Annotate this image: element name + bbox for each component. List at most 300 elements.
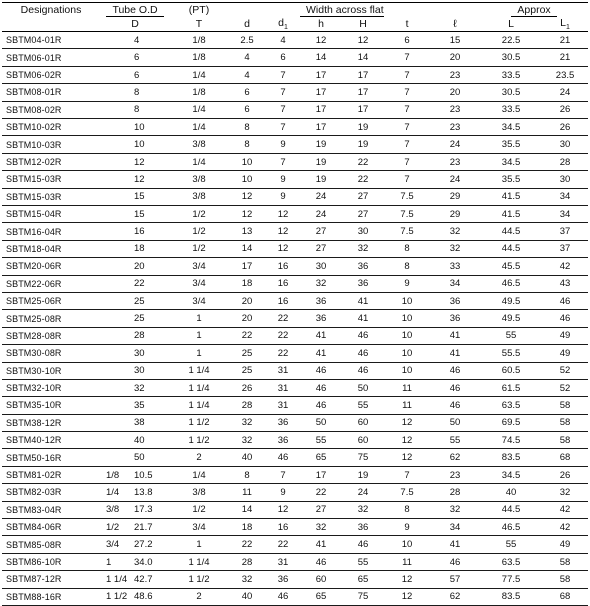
H-cell: 36: [342, 258, 384, 275]
L-cell: 83.5: [480, 449, 542, 466]
d-cell: 12: [228, 206, 266, 223]
d-cell: 6: [228, 101, 266, 118]
t-cell: 7: [384, 49, 430, 66]
tube-od-inch-cell: [100, 292, 132, 309]
L-cell: 34.5: [480, 119, 542, 136]
thread-size-cell: 1/2: [170, 223, 228, 240]
L1-cell: 49: [542, 345, 588, 362]
L-cell: 55: [480, 536, 542, 553]
l-cell: 50: [430, 414, 480, 431]
tube-od-cell: 34.0: [132, 553, 170, 570]
tube-od-cell: 32: [132, 379, 170, 396]
l-cell: 32: [430, 240, 480, 257]
H-cell: 22: [342, 171, 384, 188]
header-L: L: [480, 17, 542, 32]
t-cell: 11: [384, 379, 430, 396]
thread-size-cell: 1/8: [170, 84, 228, 101]
H-cell: 24: [342, 484, 384, 501]
d1-cell: 31: [266, 397, 300, 414]
h-cell: 12: [300, 32, 342, 49]
l-cell: 29: [430, 188, 480, 205]
table-row: [2, 240, 588, 257]
t-cell: 7: [384, 84, 430, 101]
H-cell: 14: [342, 49, 384, 66]
header-L1: $L_1$: [542, 17, 588, 32]
thread-size-cell: 3/4: [170, 258, 228, 275]
L1-cell: 58: [542, 414, 588, 431]
H-cell: 36: [342, 519, 384, 536]
H-cell: 17: [342, 84, 384, 101]
table-row: [2, 84, 588, 101]
table-row: [2, 432, 588, 449]
tube-od-inch-cell: [100, 362, 132, 379]
h-cell: 36: [300, 292, 342, 309]
d1-cell: 31: [266, 379, 300, 396]
l-cell: 20: [430, 84, 480, 101]
H-cell: 60: [342, 432, 384, 449]
tube-od-inch-cell: 1 1/4: [100, 571, 132, 588]
table-row: [2, 571, 588, 588]
d1-cell: 12: [266, 501, 300, 518]
designation-cell: SBTM10-02R: [2, 119, 100, 136]
d-cell: 40: [228, 449, 266, 466]
L-cell: 63.5: [480, 397, 542, 414]
tube-od-cell: 40: [132, 432, 170, 449]
L1-cell: 46: [542, 292, 588, 309]
d1-cell: 9: [266, 171, 300, 188]
t-cell: 12: [384, 414, 430, 431]
l-cell: 46: [430, 362, 480, 379]
L1-cell: 68: [542, 588, 588, 605]
designation-cell: SBTM88-16R: [2, 588, 100, 605]
tube-od-cell: 48.6: [132, 588, 170, 605]
d1-cell: 7: [266, 84, 300, 101]
l-cell: 23: [430, 119, 480, 136]
tube-od-inch-cell: [100, 275, 132, 292]
table-row: [2, 553, 588, 570]
thread-size-cell: 3/4: [170, 292, 228, 309]
t-cell: 10: [384, 327, 430, 344]
tube-od-inch-cell: [100, 258, 132, 275]
d1-cell: 22: [266, 310, 300, 327]
thread-size-cell: 1: [170, 345, 228, 362]
tube-od-cell: 10.5: [132, 466, 170, 483]
d1-cell: 9: [266, 484, 300, 501]
L-cell: 34.5: [480, 466, 542, 483]
L1-cell: 58: [542, 571, 588, 588]
L1-cell: 37: [542, 240, 588, 257]
table-row: [2, 327, 588, 344]
thread-size-cell: 1/4: [170, 466, 228, 483]
d-cell: 25: [228, 362, 266, 379]
l-cell: 34: [430, 275, 480, 292]
L-cell: 44.5: [480, 501, 542, 518]
table-row: [2, 66, 588, 83]
L-cell: 33.5: [480, 66, 542, 83]
d-cell: 17: [228, 258, 266, 275]
tube-od-cell: 22: [132, 275, 170, 292]
thread-size-cell: 1 1/2: [170, 571, 228, 588]
l-cell: 24: [430, 136, 480, 153]
L-cell: 74.5: [480, 432, 542, 449]
tube-od-inch-cell: [100, 101, 132, 118]
t-cell: 12: [384, 449, 430, 466]
d1-cell: 22: [266, 345, 300, 362]
thread-size-cell: 1 1/2: [170, 432, 228, 449]
h-cell: 17: [300, 84, 342, 101]
l-cell: 23: [430, 101, 480, 118]
L-cell: 46.5: [480, 519, 542, 536]
tube-od-inch-cell: [100, 188, 132, 205]
thread-size-cell: 3/4: [170, 519, 228, 536]
h-cell: 46: [300, 362, 342, 379]
L1-cell: 34: [542, 188, 588, 205]
L-cell: 44.5: [480, 223, 542, 240]
tube-od-inch-cell: [100, 414, 132, 431]
tube-od-inch-cell: 1/4: [100, 484, 132, 501]
h-cell: 19: [300, 136, 342, 153]
l-cell: 41: [430, 327, 480, 344]
designation-cell: SBTM04-01R: [2, 32, 100, 49]
H-cell: 46: [342, 362, 384, 379]
tube-od-cell: 16: [132, 223, 170, 240]
d1-cell: 16: [266, 519, 300, 536]
H-cell: 75: [342, 588, 384, 605]
tube-od-inch-cell: [100, 240, 132, 257]
table-row: [2, 171, 588, 188]
d-cell: 32: [228, 432, 266, 449]
t-cell: 7: [384, 66, 430, 83]
tube-od-cell: 30: [132, 345, 170, 362]
designation-cell: SBTM20-06R: [2, 258, 100, 275]
tube-od-inch-cell: [100, 379, 132, 396]
h-cell: 60: [300, 571, 342, 588]
t-cell: 10: [384, 292, 430, 309]
tube-od-cell: 42.7: [132, 571, 170, 588]
tube-od-cell: 4: [132, 32, 170, 49]
H-cell: 32: [342, 501, 384, 518]
t-cell: 7.5: [384, 206, 430, 223]
table-row: [2, 501, 588, 518]
thread-size-cell: 3/8: [170, 136, 228, 153]
designation-cell: SBTM08-01R: [2, 84, 100, 101]
designation-cell: SBTM30-08R: [2, 345, 100, 362]
L1-cell: 37: [542, 223, 588, 240]
d1-cell: 9: [266, 188, 300, 205]
designation-cell: SBTM40-12R: [2, 432, 100, 449]
tube-od-inch-cell: [100, 310, 132, 327]
h-cell: 36: [300, 310, 342, 327]
h-cell: 65: [300, 588, 342, 605]
d1-cell: 36: [266, 414, 300, 431]
d-cell: 32: [228, 571, 266, 588]
L-cell: 35.5: [480, 136, 542, 153]
L-cell: 49.5: [480, 292, 542, 309]
header-h-small: h: [300, 17, 342, 32]
l-cell: 62: [430, 588, 480, 605]
thread-size-cell: 1 1/4: [170, 379, 228, 396]
table-row: [2, 188, 588, 205]
L1-cell: 42: [542, 258, 588, 275]
t-cell: 10: [384, 362, 430, 379]
t-cell: 8: [384, 258, 430, 275]
thread-size-cell: 1/8: [170, 49, 228, 66]
tube-od-inch-cell: [100, 32, 132, 49]
t-cell: 7.5: [384, 188, 430, 205]
L-cell: 45.5: [480, 258, 542, 275]
t-cell: 7.5: [384, 484, 430, 501]
tube-od-inch-cell: 1: [100, 553, 132, 570]
tube-od-cell: 13.8: [132, 484, 170, 501]
table-row: [2, 49, 588, 66]
tube-od-cell: 17.3: [132, 501, 170, 518]
l-cell: 46: [430, 397, 480, 414]
table-row: [2, 536, 588, 553]
t-cell: 10: [384, 345, 430, 362]
designation-cell: SBTM85-08R: [2, 536, 100, 553]
table-row: [2, 449, 588, 466]
t-cell: 7: [384, 153, 430, 170]
L1-cell: 68: [542, 449, 588, 466]
h-cell: 32: [300, 519, 342, 536]
l-cell: 23: [430, 66, 480, 83]
header-tube-od: Tube O.D: [100, 3, 170, 18]
L-cell: 60.5: [480, 362, 542, 379]
designation-cell: SBTM38-12R: [2, 414, 100, 431]
table-row: [2, 397, 588, 414]
table-row: [2, 292, 588, 309]
d1-cell: 46: [266, 449, 300, 466]
H-cell: 17: [342, 66, 384, 83]
tube-od-cell: 6: [132, 66, 170, 83]
table-row: [2, 345, 588, 362]
designation-cell: SBTM25-06R: [2, 292, 100, 309]
header-h-large: H: [342, 17, 384, 32]
d-cell: 8: [228, 136, 266, 153]
designation-cell: SBTM28-08R: [2, 327, 100, 344]
tube-od-inch-cell: [100, 66, 132, 83]
d-cell: 32: [228, 414, 266, 431]
designation-cell: SBTM50-16R: [2, 449, 100, 466]
header-d1: $d_1$: [266, 17, 300, 32]
h-cell: 41: [300, 536, 342, 553]
L-cell: 30.5: [480, 49, 542, 66]
h-cell: 24: [300, 188, 342, 205]
header-row-top: [2, 3, 588, 18]
L1-cell: 42: [542, 501, 588, 518]
h-cell: 27: [300, 501, 342, 518]
thread-size-cell: 1/4: [170, 101, 228, 118]
L1-cell: 26: [542, 466, 588, 483]
designation-cell: SBTM06-01R: [2, 49, 100, 66]
h-cell: 19: [300, 153, 342, 170]
H-cell: 55: [342, 553, 384, 570]
t-cell: 7: [384, 119, 430, 136]
L1-cell: 58: [542, 397, 588, 414]
h-cell: 27: [300, 240, 342, 257]
L-cell: 77.5: [480, 571, 542, 588]
t-cell: 12: [384, 588, 430, 605]
d-cell: 13: [228, 223, 266, 240]
tube-od-cell: 25: [132, 292, 170, 309]
thread-size-cell: 1: [170, 536, 228, 553]
d-cell: 11: [228, 484, 266, 501]
h-cell: 22: [300, 484, 342, 501]
d-cell: 6: [228, 84, 266, 101]
header-d: d: [228, 17, 266, 32]
l-cell: 57: [430, 571, 480, 588]
table-row: [2, 362, 588, 379]
H-cell: 46: [342, 327, 384, 344]
L1-cell: 28: [542, 153, 588, 170]
tube-od-inch-cell: 1 1/2: [100, 588, 132, 605]
designation-cell: SBTM15-03R: [2, 171, 100, 188]
l-cell: 34: [430, 519, 480, 536]
L1-cell: 58: [542, 432, 588, 449]
d-cell: 25: [228, 345, 266, 362]
thread-size-cell: 1 1/2: [170, 414, 228, 431]
table-row: [2, 379, 588, 396]
d-cell: 10: [228, 153, 266, 170]
H-cell: 60: [342, 414, 384, 431]
L1-cell: 21: [542, 32, 588, 49]
t-cell: 9: [384, 275, 430, 292]
tube-od-cell: 18: [132, 240, 170, 257]
designation-cell: SBTM10-03R: [2, 136, 100, 153]
tube-od-inch-cell: [100, 449, 132, 466]
table-row: [2, 32, 588, 49]
d1-cell: 7: [266, 466, 300, 483]
tube-od-inch-cell: 1/8: [100, 466, 132, 483]
designation-cell: SBTM32-10R: [2, 379, 100, 396]
thread-size-cell: 1: [170, 310, 228, 327]
thread-size-cell: 1/2: [170, 240, 228, 257]
d-cell: 10: [228, 171, 266, 188]
h-cell: 17: [300, 101, 342, 118]
L1-cell: 58: [542, 553, 588, 570]
H-cell: 46: [342, 345, 384, 362]
H-cell: 19: [342, 119, 384, 136]
d1-cell: 12: [266, 206, 300, 223]
designation-cell: SBTM81-02R: [2, 466, 100, 483]
tube-od-inch-cell: 1/2: [100, 519, 132, 536]
t-cell: 8: [384, 501, 430, 518]
tube-od-cell: 8: [132, 84, 170, 101]
t-cell: 10: [384, 310, 430, 327]
d-cell: 4: [228, 66, 266, 83]
table-row: [2, 588, 588, 605]
t-cell: 9: [384, 519, 430, 536]
L1-cell: 30: [542, 171, 588, 188]
tube-od-inch-cell: [100, 327, 132, 344]
d1-cell: 36: [266, 432, 300, 449]
h-cell: 41: [300, 345, 342, 362]
thread-size-cell: 3/8: [170, 171, 228, 188]
L-cell: 22.5: [480, 32, 542, 49]
table-row: [2, 258, 588, 275]
thread-size-cell: 1/4: [170, 153, 228, 170]
d1-cell: 12: [266, 240, 300, 257]
L-cell: 30.5: [480, 84, 542, 101]
t-cell: 12: [384, 432, 430, 449]
t-cell: 7: [384, 466, 430, 483]
d1-cell: 9: [266, 136, 300, 153]
thread-size-cell: 1 1/4: [170, 397, 228, 414]
l-cell: 33: [430, 258, 480, 275]
H-cell: 19: [342, 466, 384, 483]
d-cell: 40: [228, 588, 266, 605]
d-cell: 2.5: [228, 32, 266, 49]
H-cell: 12: [342, 32, 384, 49]
L1-cell: 34: [542, 206, 588, 223]
h-cell: 46: [300, 397, 342, 414]
L1-cell: 42: [542, 519, 588, 536]
L1-cell: 32: [542, 484, 588, 501]
tube-od-cell: 10: [132, 119, 170, 136]
L-cell: 61.5: [480, 379, 542, 396]
designation-cell: SBTM82-03R: [2, 484, 100, 501]
table-row: [2, 136, 588, 153]
L1-cell: 46: [542, 310, 588, 327]
d1-cell: 7: [266, 153, 300, 170]
tube-od-cell: 10: [132, 136, 170, 153]
H-cell: 50: [342, 379, 384, 396]
table-row: [2, 519, 588, 536]
thread-size-cell: 2: [170, 588, 228, 605]
L1-cell: 43: [542, 275, 588, 292]
tube-od-inch-cell: [100, 171, 132, 188]
tube-od-inch-cell: [100, 119, 132, 136]
table-row: [2, 153, 588, 170]
H-cell: 27: [342, 206, 384, 223]
designation-cell: SBTM87-12R: [2, 571, 100, 588]
designation-cell: SBTM25-08R: [2, 310, 100, 327]
d-cell: 20: [228, 292, 266, 309]
designation-cell: SBTM12-02R: [2, 153, 100, 170]
L-cell: 41.5: [480, 188, 542, 205]
thread-size-cell: 3/8: [170, 484, 228, 501]
table-row: [2, 101, 588, 118]
d-cell: 22: [228, 327, 266, 344]
thread-size-cell: 3/4: [170, 275, 228, 292]
d1-cell: 7: [266, 66, 300, 83]
h-cell: 17: [300, 466, 342, 483]
L1-cell: 52: [542, 379, 588, 396]
d1-cell: 16: [266, 292, 300, 309]
tube-od-inch-cell: 3/4: [100, 536, 132, 553]
l-cell: 36: [430, 292, 480, 309]
H-cell: 55: [342, 397, 384, 414]
L1-cell: 21: [542, 49, 588, 66]
L-cell: 34.5: [480, 153, 542, 170]
t-cell: 11: [384, 553, 430, 570]
h-cell: 65: [300, 449, 342, 466]
table-row: [2, 484, 588, 501]
t-cell: 11: [384, 397, 430, 414]
l-cell: 20: [430, 49, 480, 66]
d1-cell: 12: [266, 223, 300, 240]
H-cell: 30: [342, 223, 384, 240]
l-cell: 41: [430, 345, 480, 362]
L-cell: 35.5: [480, 171, 542, 188]
d1-cell: 4: [266, 32, 300, 49]
h-cell: 17: [300, 66, 342, 83]
tube-od-cell: 8: [132, 101, 170, 118]
thread-size-cell: 1/4: [170, 66, 228, 83]
h-cell: 17: [300, 119, 342, 136]
tube-od-cell: 15: [132, 206, 170, 223]
tube-od-inch-cell: 3/8: [100, 501, 132, 518]
